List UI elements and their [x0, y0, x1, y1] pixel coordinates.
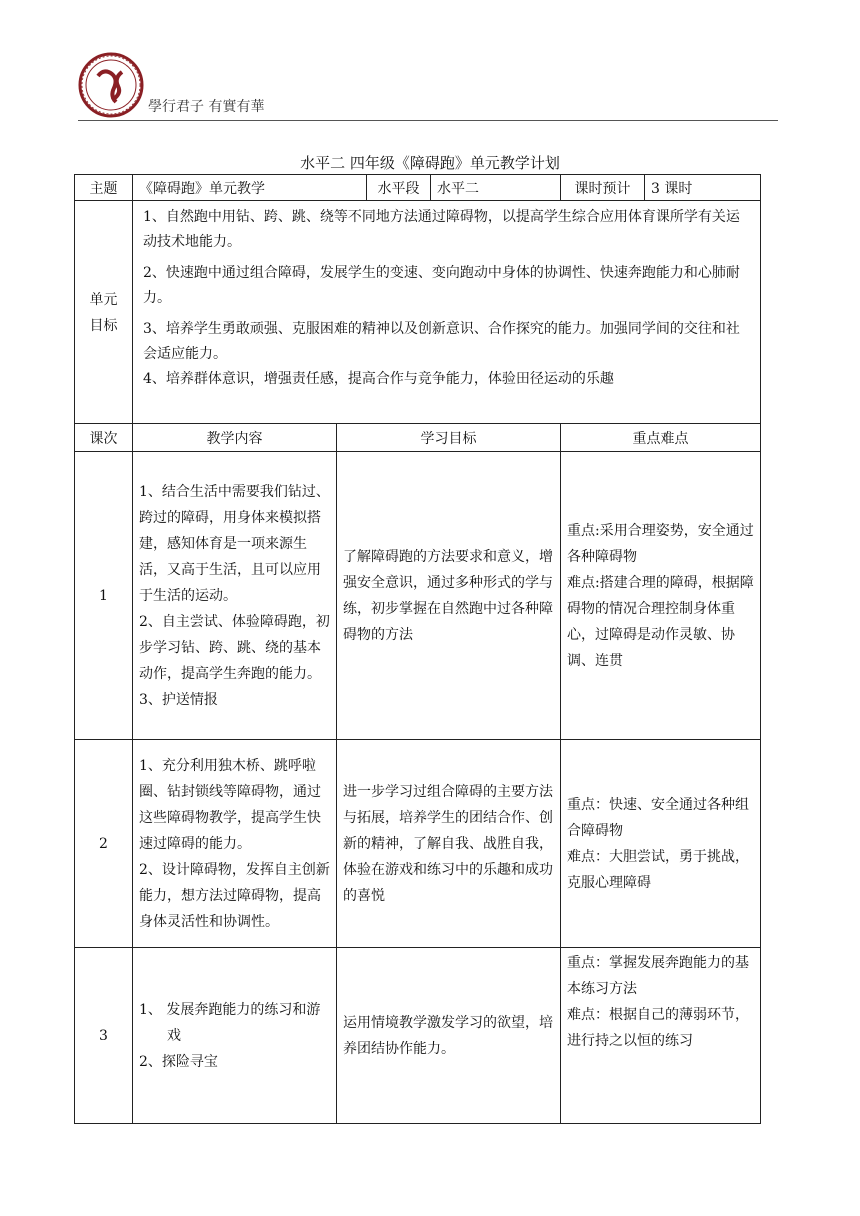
goal-text: 了解障碍跑的方法要求和意义，增强安全意识，通过多种形式的学与练，初步掌握在自然跑中过各种障碍物的方法: [343, 548, 553, 643]
keypoint-item: 重点:采用合理姿势，安全通过各种障碍物: [567, 522, 754, 565]
unit-goal-item: 3、培养学生勇敢顽强、克服困难的精神以及创新意识、合作探究的能力。加强同学间的交往和社会适应能力。: [143, 321, 740, 362]
lesson-keypoints: [561, 452, 761, 740]
school-seal-logo-icon: [78, 52, 144, 118]
table-row: [75, 452, 761, 740]
page-header: [78, 52, 778, 122]
keypoint-item: 难点：根据自己的薄弱环节，进行持之以恒的练习: [567, 1007, 749, 1049]
lesson-number: 3: [75, 948, 133, 1124]
lesson-keypoints: [561, 740, 761, 948]
lesson-goal: [337, 452, 561, 740]
content-item: 1、结合生活中需要我们钻过、跨过的障碍，用身体来模拟搭建，感知体育是一项来源生活，又高于生活，且可以应用于生活的运动。: [139, 483, 330, 604]
unit-goals-label: [75, 201, 133, 424]
topic-label: 主题: [75, 175, 133, 201]
lesson-goal: [337, 740, 561, 948]
column-header-keypoints: 重点难点: [561, 424, 761, 452]
topic-value: 《障碍跑》单元教学: [133, 175, 367, 201]
lesson-keypoints: [561, 948, 761, 1124]
unit-goals-content: [133, 201, 761, 424]
goal-text: 进一步学习过组合障碍的主要方法与拓展，培养学生的团结合作、创新的精神，了解自我、战胜自我，体验在游戏和练习中的乐趣和成功的喜悦: [343, 783, 553, 904]
table-row: [75, 740, 761, 948]
unit-plan-table: [74, 174, 761, 1124]
column-header-lesson: 课次: [75, 424, 133, 452]
unit-goals-label-line1: 单元: [89, 292, 118, 308]
goal-text: 运用情境教学激发学习的欲望，培养团结协作能力。: [343, 1014, 553, 1057]
content-item: 2、探险寻宝: [139, 1053, 218, 1070]
lesson-content: [133, 452, 337, 740]
content-item: 1、充分利用独木桥、跳呼啦圈、钻封锁线等障碍物，通过这些障碍物教学，提高学生快速过障碍的能力。: [139, 757, 321, 852]
keypoint-item: 难点：大胆尝试，勇于挑战，克服心理障碍: [567, 848, 749, 891]
content-item: 2、设计障碍物，发挥自主创新能力，想方法过障碍物，提高身体灵活性和协调性。: [139, 861, 330, 930]
keypoint-item: 难点:搭建合理的障碍，根据障碍物的情况合理控制身体重心，过障碍是动作灵敏、协调、连贯: [567, 574, 754, 669]
header-divider: [78, 120, 778, 121]
unit-goals-label-line2: 目标: [89, 318, 118, 334]
level-value: 水平二: [431, 175, 561, 201]
column-header-content: 教学内容: [133, 424, 337, 452]
hours-value: 3 课时: [645, 175, 761, 201]
keypoint-item: 重点：快速、安全通过各种组合障碍物: [567, 796, 749, 839]
level-label: 水平段: [367, 175, 431, 201]
unit-goal-item: 1、自然跑中用钻、跨、跳、绕等不同地方法通过障碍物，以提高学生综合应用体育课所学有关运动技术地能力。: [143, 209, 740, 250]
column-header-row: [75, 424, 761, 452]
content-item: 3、护送情报: [139, 691, 218, 708]
lesson-number: 1: [75, 452, 133, 740]
unit-goal-item: 2、快速跑中通过组合障碍，发展学生的变速、变向跑动中身体的协调性、快速奔跑能力和心肺耐力。: [143, 265, 740, 306]
content-item: 1、 发展奔跑能力的练习和游戏: [139, 1001, 321, 1044]
topic-row: [75, 175, 761, 201]
content-item: 2、自主尝试、体验障碍跑，初步学习钻、跨、跳、绕的基本动作，提高学生奔跑的能力。: [139, 613, 330, 682]
lesson-content: [133, 740, 337, 948]
school-motto: 學行君子 有實有華: [148, 99, 265, 115]
document-title: 水平二 四年级《障碍跑》单元教学计划: [300, 154, 560, 172]
column-header-goal: 学习目标: [337, 424, 561, 452]
unit-goal-item: 4、培养群体意识，增强责任感，提高合作与竞争能力，体验田径运动的乐趣: [143, 371, 614, 387]
lesson-number: 2: [75, 740, 133, 948]
unit-goals-row: [75, 201, 761, 424]
lesson-goal: [337, 948, 561, 1124]
hours-label: 课时预计: [561, 175, 645, 201]
lesson-content: [133, 948, 337, 1124]
table-row: [75, 948, 761, 1124]
keypoint-item: 重点：掌握发展奔跑能力的基本练习方法: [567, 955, 749, 997]
